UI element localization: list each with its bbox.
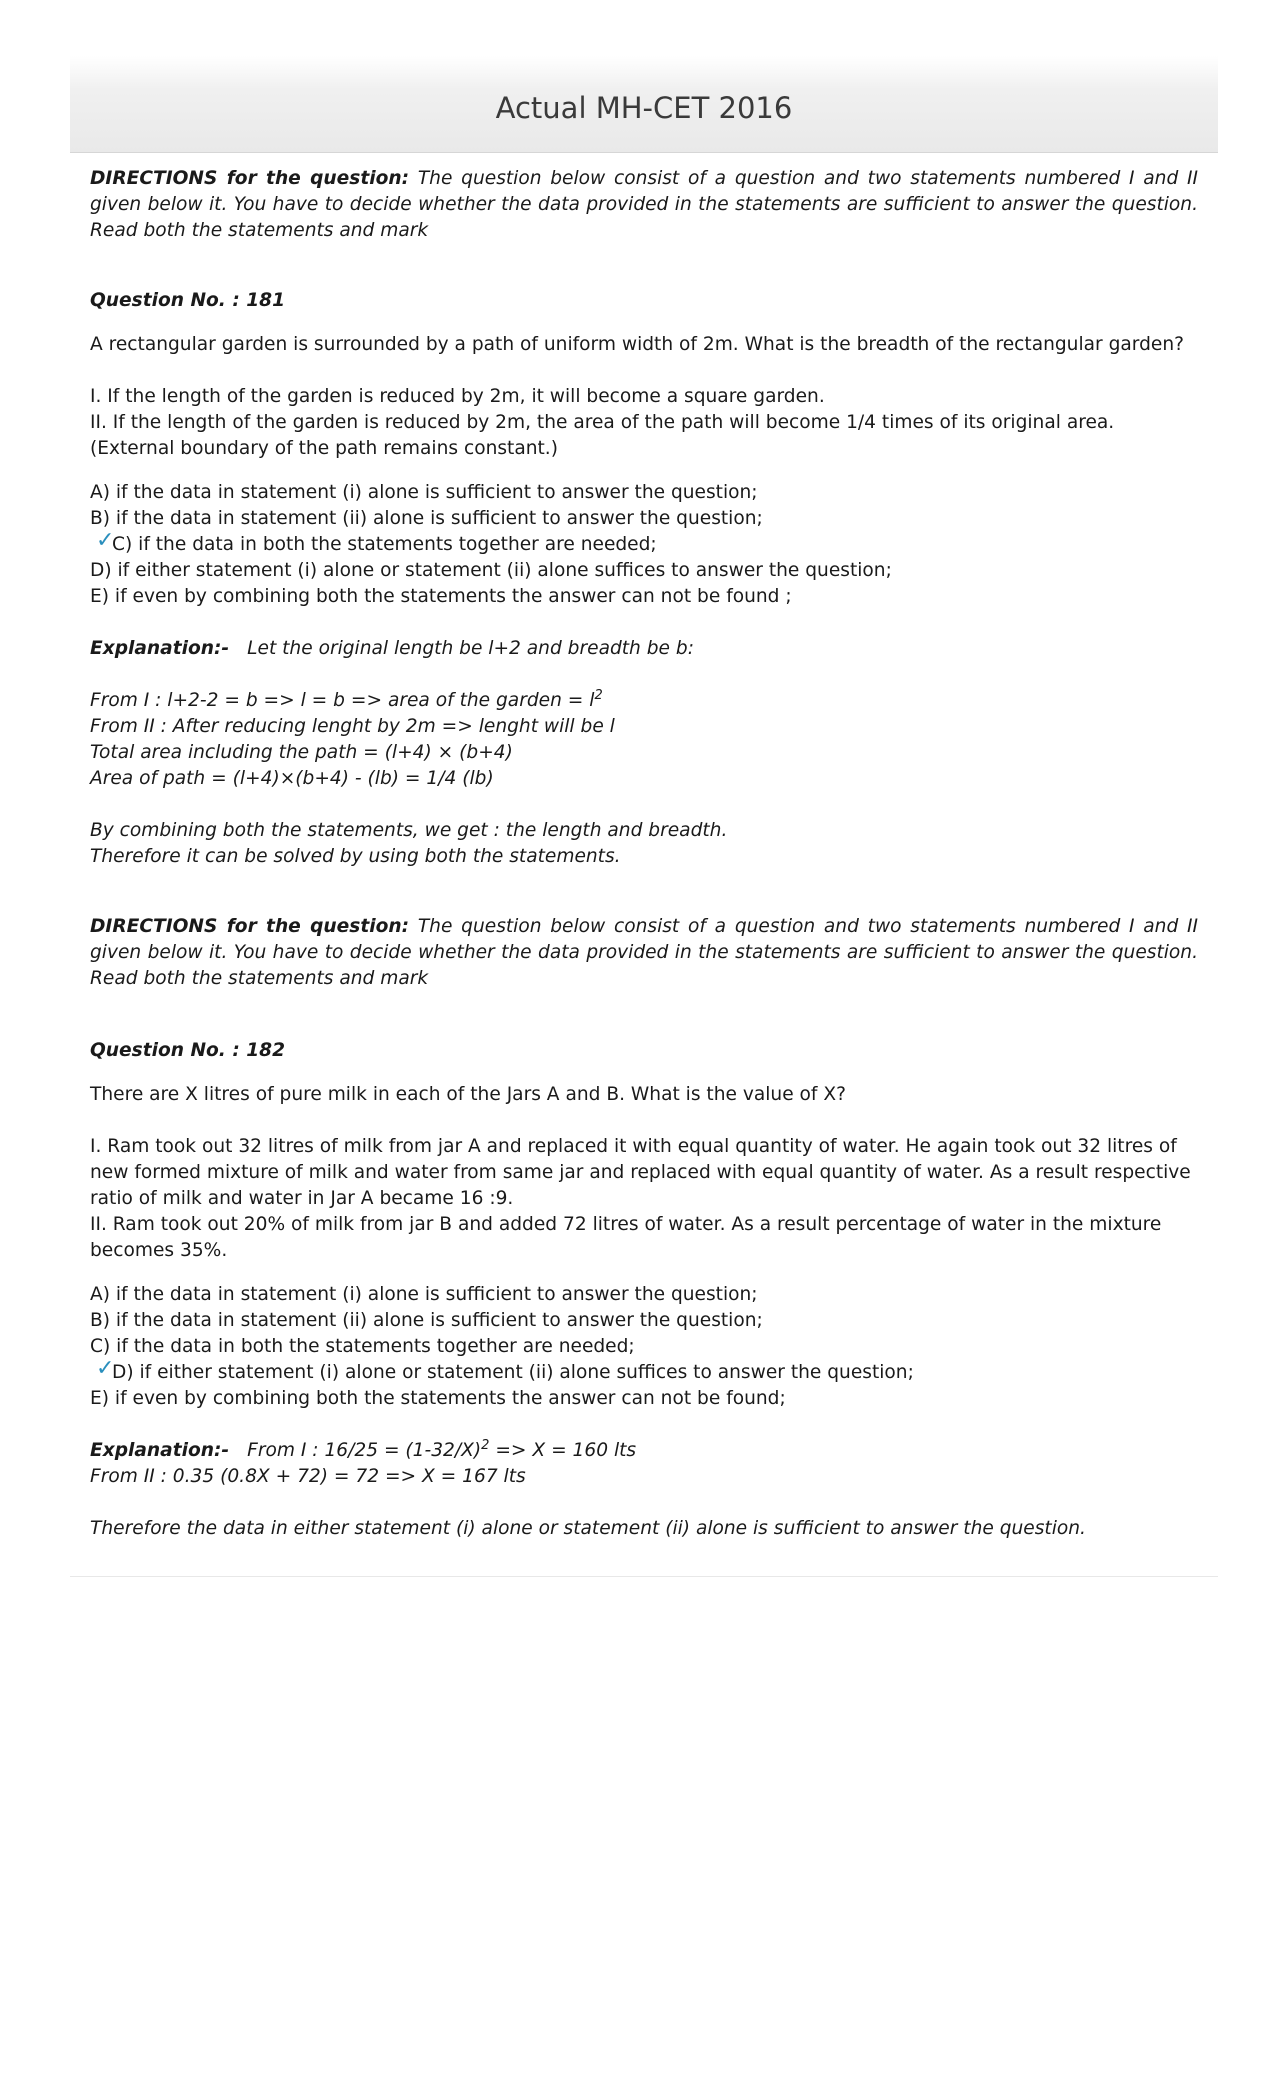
explanation-line: From I : l+2-2 = b => l = b => area of the garden = $l^2$ [90,687,603,711]
directions-text: The question below consist of a question and two statements numbered I and II given below it. You have to decide whether the data provided in the statements are sufficient to answer the question. Read both the statements and mark [90,916,1198,989]
page-title: Actual MH-CET 2016 [495,91,793,125]
statement-one: I. Ram took out 32 litres of milk from jar A and replaced it with equal quantity of water. He again took out 32 litres of new formed mixture of milk and water from same jar and replaced with equal quantity of water. As a result respective ratio of milk and water in Jar A became 16 :9. [90,1136,1191,1209]
option-a: A) if the data in statement (i) alone is sufficient to answer the question; [90,482,758,503]
checkmark-icon: ✓ [96,1356,115,1381]
explanation-line: Let the original length be l+2 and breadth be b: [247,638,694,659]
explanation-line: => X = 160 lts [489,1440,637,1461]
question-number: Question No. : 182 [90,1040,286,1061]
option-e: E) if even by combining both the statements the answer can not be found; [90,1388,786,1409]
explanation-line: Therefore it can be solved by using both the statements. [90,846,621,867]
footer-divider [70,1576,1218,1577]
option-b: B) if the data in statement (ii) alone is sufficient to answer the question; [90,1310,763,1331]
option-c-label: C) if the data in both the statements together are needed; [112,534,657,555]
option-d [90,1356,1198,1386]
explanation-body [90,688,1198,870]
explanation-line: Area of path = (l+4)×(b+4) - (lb) = 1/4 (lb) [90,768,494,789]
superscript: 2 [594,687,603,703]
options-list [90,1282,1198,1412]
directions-text: The question below consist of a question and two statements numbered I and II given below it. You have to decide whether the data provided in the statements are sufficient to answer the question. Read both the statements and mark [90,168,1198,241]
option-c: C) if the data in both the statements together are needed; [90,1336,635,1357]
document-content [90,166,1198,1542]
directions-block [90,914,1198,992]
statement-two: II. Ram took out 20% of milk from jar B and added 72 litres of water. As a result percentage of water in the mixture becomes 35%. [90,1214,1162,1261]
option-b: B) if the data in statement (ii) alone is sufficient to answer the question; [90,508,763,529]
option-d-label: D) if either statement (i) alone or statement (ii) alone suffices to answer the question; [112,1362,914,1383]
directions-block [90,166,1198,244]
option-e: E) if even by combining both the statements the answer can not be found ; [90,586,792,607]
explanation-heading-line [90,1438,1198,1464]
option-d: D) if either statement (i) alone or statement (ii) alone suffices to answer the question; [90,560,892,581]
question-number: Question No. : 181 [90,290,286,311]
explanation-label: Explanation:- [90,638,230,659]
question-text: A rectangular garden is surrounded by a path of uniform width of 2m. What is the breadth of the rectangular garden? [90,334,1184,355]
directions-label: DIRECTIONS for the question: [90,916,410,937]
explanation-line: Therefore the data in either statement (i) alone or statement (ii) alone is sufficient to answer the question. [90,1518,1086,1539]
explanation-line: From II : After reducing lenght by 2m => lenght will be l [90,716,615,737]
statement-one: I. If the length of the garden is reduced by 2m, it will become a square garden. [90,386,825,407]
page-header [70,56,1218,153]
explanation-heading-line [90,636,1198,662]
statement-two: II. If the length of the garden is reduced by 2m, the area of the path will become 1/4 times of its original area. (External boundary of the path remains constant.) [90,412,1115,459]
superscript: 2 [481,1437,490,1453]
explanation-label: Explanation:- [90,1440,230,1461]
options-list [90,480,1198,610]
explanation-line: Total area including the path = (l+4) × (b+4) [90,742,513,763]
explanation-line: By combining both the statements, we get : the length and breadth. [90,820,728,841]
option-c [90,528,1198,558]
explanation-line: From I : 16/25 = (1-32/X) [247,1440,482,1461]
option-a: A) if the data in statement (i) alone is sufficient to answer the question; [90,1284,758,1305]
question-text: There are X litres of pure milk in each of the Jars A and B. What is the value of X? [90,1084,846,1105]
directions-label: DIRECTIONS for the question: [90,168,410,189]
explanation-line: From II : 0.35 (0.8X + 72) = 72 => X = 167 lts [90,1466,526,1487]
checkmark-icon: ✓ [96,528,115,553]
